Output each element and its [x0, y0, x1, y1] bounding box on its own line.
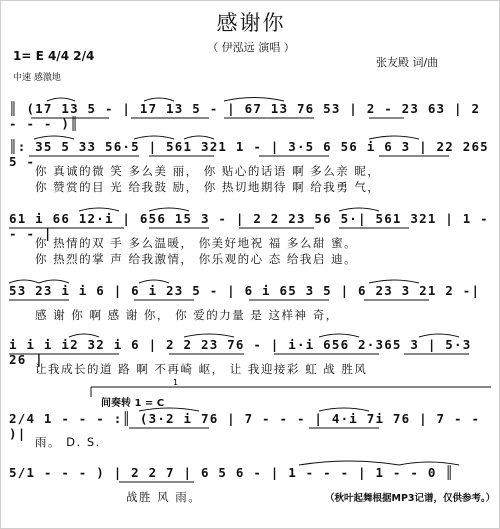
lyric-verse2-line1: 你 赞赏的目 光 给我鼓 励， 你 热切地期待 啊 给我勇 气， — [35, 180, 381, 194]
interlude-marking: 间奏转 1 = C — [101, 398, 165, 409]
music-row-5 — [9, 333, 493, 367]
music-row-intro — [9, 97, 493, 131]
notes: ║ (17 13 5 - | 17 13 5 - | 67 13 76 53 | 2 - 23 63 | 2 - - - )║ — [9, 101, 481, 131]
notes: 53 23 i i 6 | 6 i 23 5 - | 6 i 65 3 5 | 6 23 3 21 2 -| — [9, 283, 481, 298]
lyric-chorus-line2: 让我成长的道 路 啊 不再崎 岖， 让 我迎接彩 虹 战 胜风 — [35, 362, 368, 376]
first-ending-bracket — [91, 378, 491, 399]
tempo-marking: 中速 感激地 — [13, 73, 61, 83]
performer-line: （ 伊泓远 演唱 ） — [207, 41, 295, 54]
music-row-4 — [9, 279, 493, 305]
lyric-verse2-line2: 你 热烈的掌 声 给我激情， 你乐观的心 态 给我启 迪。 — [35, 252, 358, 266]
notes: 5/1 - - - ) | 2 2 7 | 6 5 6 - | 1 - - - | 1 - - 0 ║ — [9, 465, 455, 480]
music-row-2 — [9, 135, 493, 169]
notes: i i i i2 32 i 6 | 2 2 23 76 - | i·i 656 2·365 3 | 5·3 26 | — [9, 337, 472, 367]
music-row-6 — [9, 407, 493, 441]
lyric-verse1-line1: 你 真诚的微 笑 多么美 丽， 你 贴心的话语 啊 多么亲 昵， — [35, 164, 381, 178]
lyric-verse1-line2: 你 热情的双 手 多么温暖， 你美好地祝 福 多么甜 蜜。 — [35, 236, 358, 250]
song-title: 感谢你 — [216, 11, 286, 35]
lyric-chorus-line1: 感 谢 你 啊 感 谢 你， 你 爱的力量 是 这样神 奇， — [35, 308, 339, 322]
notes: ║: 35 5 33 56·5 | 561 321 1 - | 3·5 6 56 i 6 3 | 22 265 5 - — [9, 139, 489, 169]
key-signature: 1= E 4/4 2/4 — [13, 49, 95, 63]
music-row-3 — [9, 207, 493, 241]
notes: 2/4 1 - - - :║ (3·2 i 76 | 7 - - - | 4·i 7i 76 | 7 - - )| — [9, 411, 481, 441]
notes: 61 i 66 12·i | 656 15 3 - | 2 2 23 56 5·| 561 321 | 1 - - - | — [9, 211, 489, 241]
lyric-first-ending: 雨。 D. S. — [35, 435, 101, 449]
lyric-ending: 战胜 风 雨。 — [126, 490, 202, 504]
transcription-note: （秋叶起舞根据MP3记谱，仅供参考。） — [325, 493, 496, 504]
svg-text:1: 1 — [173, 378, 179, 387]
music-row-7 — [9, 461, 493, 487]
composer-credit: 张友殿 词/曲 — [376, 56, 439, 69]
